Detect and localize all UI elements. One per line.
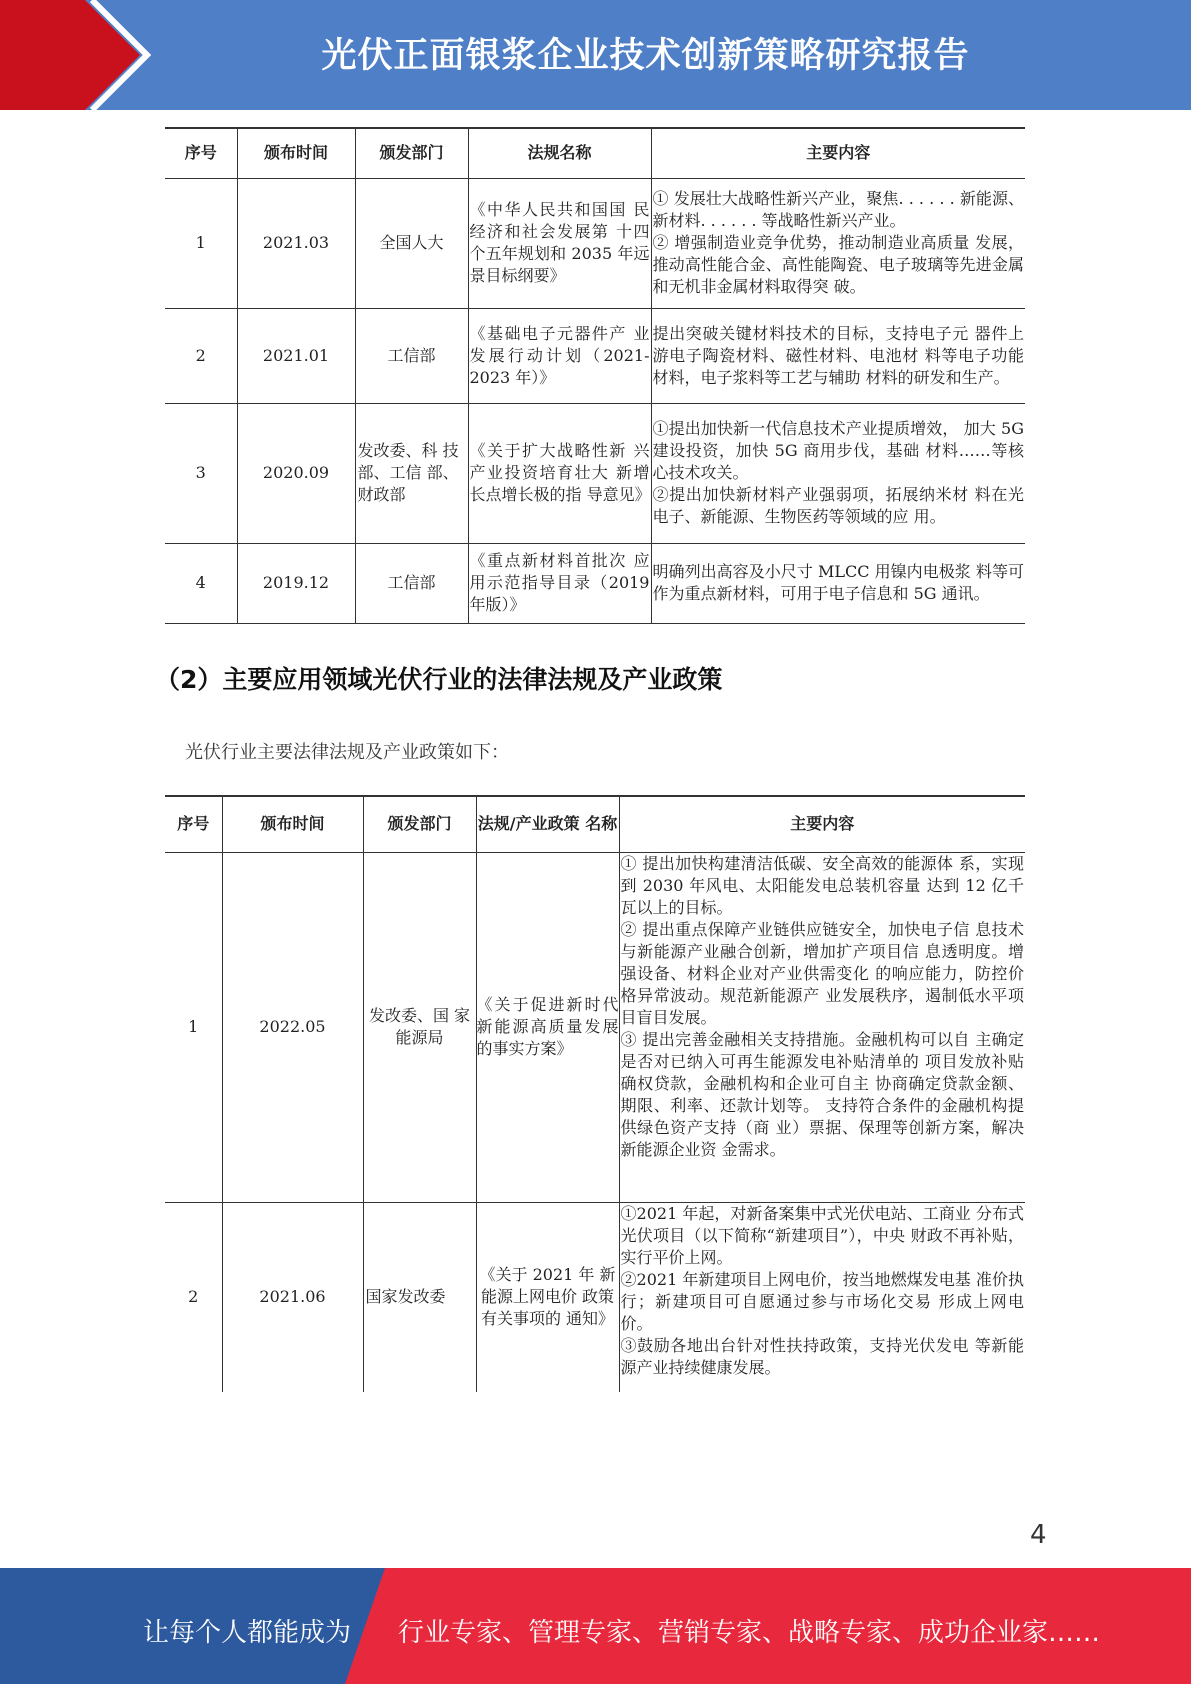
table-row	[165, 178, 1025, 308]
cell-name: 《关于促进新时代新能源高质量发展的事实方案》	[476, 852, 619, 1202]
cell-name: 《关于 2021 年 新能源上网电价 政策有关事项的 通知》	[476, 1202, 619, 1392]
table-row	[165, 1202, 1025, 1392]
footer-banner	[0, 1568, 1191, 1684]
footer-slogan-left: 让每个人都能成为	[143, 1618, 352, 1648]
col-header-name: 法规名称	[468, 128, 651, 178]
col-header-dept: 颁发部门	[363, 796, 476, 852]
cell-date: 2020.09	[237, 403, 355, 543]
cell-no: 1	[165, 178, 237, 308]
col-header-name: 法规/产业政策 名称	[476, 796, 619, 852]
cell-content: ①2021 年起，对新备案集中式光伏电站、工商业 分布式光伏项目（以下简称“新建项目”），中央 财政不再补贴，实行平价上网。 ②2021 年新建项目上网电价，按当地燃煤发电基 准价执行；新建项目可自愿通过参与市场化交易 形成上网电价。 ③鼓励各地出台针对性扶持政策，支持光伏发电 等新能源产业持续健康发展。	[619, 1202, 1025, 1392]
col-header-date: 颁布时间	[237, 128, 355, 178]
cell-date: 2021.01	[237, 308, 355, 403]
cell-name: 《重点新材料首批次 应用示范指导目录（2019 年版）》	[468, 543, 651, 623]
col-header-no: 序号	[165, 796, 222, 852]
cell-no: 2	[165, 308, 237, 403]
cell-date: 2022.05	[222, 852, 363, 1202]
cell-no: 3	[165, 403, 237, 543]
cell-name: 《中华人民共和国国 民经济和社会发展第 十四个五年规划和 2035 年远景目标纲要》	[468, 178, 651, 308]
col-header-no: 序号	[165, 128, 237, 178]
footer-slogan-right: 行业专家、管理专家、营销专家、战略专家、成功企业家……	[398, 1618, 1101, 1648]
cell-content: 明确列出高容及小尺寸 MLCC 用镍内电极浆 料等可作为重点新材料，可用于电子信息和 5G 通讯。	[651, 543, 1025, 623]
cell-name: 《基础电子元器件产 业发展行动计划（2021-2023 年）》	[468, 308, 651, 403]
header-banner	[0, 0, 1191, 110]
section-heading: （2）主要应用领域光伏行业的法律法规及产业政策	[155, 665, 723, 694]
regulation-table-1	[165, 127, 1025, 624]
cell-content: 提出突破关键材料技术的目标，支持电子元 器件上游电子陶瓷材料、磁性材料、电池材 料等电子功能材料，电子浆料等工艺与辅助 材料的研发和生产。	[651, 308, 1025, 403]
cell-dept: 发改委、国 家能源局	[363, 852, 476, 1202]
cell-name: 《关于扩大战略性新 兴产业投资培育壮大 新增长点增长极的指 导意见》	[468, 403, 651, 543]
cell-no: 2	[165, 1202, 222, 1392]
cell-date: 2019.12	[237, 543, 355, 623]
table-row	[165, 403, 1025, 543]
cell-date: 2021.06	[222, 1202, 363, 1392]
regulation-table-2	[165, 795, 1025, 1392]
cell-dept: 国家发改委	[363, 1202, 476, 1392]
cell-content: ①提出加快新一代信息技术产业提质增效， 加大 5G 建设投资，加快 5G 商用步伐，基础 材料……等核心技术攻关。 ②提出加快新材料产业强弱项，拓展纳米材 料在光电子、新能源、生物医药等领域的应 用。	[651, 403, 1025, 543]
col-header-date: 颁布时间	[222, 796, 363, 852]
cell-dept: 工信部	[355, 308, 468, 403]
cell-date: 2021.03	[237, 178, 355, 308]
table-row	[165, 852, 1025, 1202]
cell-dept: 发改委、科 技部、工信 部、财政部	[355, 403, 468, 543]
cell-content: ① 发展壮大战略性新兴产业，聚焦. . . . . . 新能源、新材料. . . . . . 等战略性新兴产业。 ② 增强制造业竞争优势，推动制造业高质量 发展，推动高性能合金、高性能陶瓷、电子玻璃等先进金属和无机非金属材料取得突 破。	[651, 178, 1025, 308]
section-intro: 光伏行业主要法律法规及产业政策如下：	[185, 742, 509, 763]
table-row	[165, 308, 1025, 403]
cell-content: ① 提出加快构建清洁低碳、安全高效的能源体 系，实现到 2030 年风电、太阳能发电总装机容量 达到 12 亿千瓦以上的目标。 ② 提出重点保障产业链供应链安全，加快电子信 息技术与新能源产业融合创新，增加扩产项目信 息透明度。增强设备、材料企业对产业供需变化 的响应能力，防控价格异常波动。规范新能源产 业发展秩序，遏制低水平项目盲目发展。 ③ 提出完善金融相关支持措施。金融机构可以自 主确定是否对已纳入可再生能源发电补贴清单的 项目发放补贴确权贷款，金融机构和企业可自主 协商确定贷款金额、期限、利率、还款计划等。 支持符合条件的金融机构提供绿色资产支持（商 业）票据、保理等创新方案，解决新能源企业资 金需求。	[619, 852, 1025, 1202]
cell-no: 4	[165, 543, 237, 623]
col-header-content: 主要内容	[651, 128, 1025, 178]
table-row	[165, 543, 1025, 623]
col-header-content: 主要内容	[619, 796, 1025, 852]
cell-dept: 工信部	[355, 543, 468, 623]
cell-dept: 全国人大	[355, 178, 468, 308]
page-number: 4	[1030, 1520, 1047, 1550]
col-header-dept: 颁发部门	[355, 128, 468, 178]
page-title: 光伏正面银浆企业技术创新策略研究报告	[321, 36, 970, 76]
cell-no: 1	[165, 852, 222, 1202]
